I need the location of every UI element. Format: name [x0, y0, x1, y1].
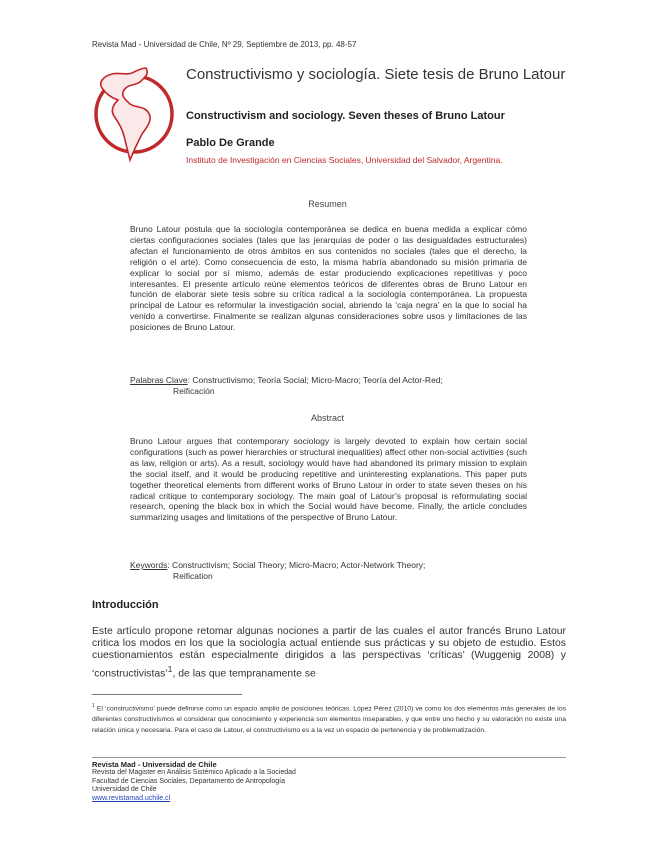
- footnote: [92, 701, 566, 736]
- keywords-list: : Constructivismo; Teoría Social; Micro-Macro; Teoría del Actor-Red;: [187, 375, 443, 385]
- footer-line: Facultad de Ciencias Sociales, Departamento de Antropología: [92, 777, 286, 785]
- footer-line: Revista del Magister en Análisis Sistémico Aplicado a la Sociedad: [92, 769, 296, 777]
- intro-text: Este artículo propone retomar algunas nociones a partir de las cuales el autor francés Bruno Latour critica los modos en los que la sociología actual entiende sus prácticas y su objeto de estudio. Estos cuestionamientos están especialmente dirigidos a las perspectivas ‘críticas’ (Wuggenig 2008) y ‘constructivistas’: [92, 626, 566, 680]
- article-title: Constructivismo y sociología. Siete tesis de Bruno Latour: [186, 66, 566, 83]
- journal-url-link[interactable]: www.revistamad.uchile.cl: [92, 794, 171, 802]
- keywords-label: Palabras Clave: [130, 375, 188, 385]
- resumen-text: Bruno Latour postula que la sociología contemporánea se dedica en buena medida a explicar cómo ciertas configuraciones sociales (tales que las jerarquías de poder o las desigualdades estructurales) afectan el funcionamiento de otros ámbitos en sus contenidos no sociales (tales que el derecho, la religión o el arte). Como consecuencia de esto, la misma habría abandonado su misión primaria de explicar lo social por sí mismo, además de estar produciendo explicaciones repetitivas y poco interesantes. El presente artículo reúne elementos teóricos de diferentes obras de Bruno Latour en función de elaborar siete tesis sobre su crítica radical a la sociología contemporánea. La propuesta principal de Latour es reformular la investigación social, abriendo la ‘caja negra’ en la que lo social ha venido a convertirse. Finalmente se realizan algunas consideraciones sobre usos y limitaciones de las posiciones de Bruno Latour.: [130, 224, 527, 333]
- footer-separator: [92, 757, 566, 758]
- footer-line: Universidad de Chile: [92, 786, 157, 794]
- abstract-keywords: [130, 560, 527, 582]
- americas-map-icon: [84, 64, 184, 164]
- abstract-heading: Abstract: [310, 413, 344, 423]
- footnote-ref[interactable]: 1: [167, 663, 173, 674]
- intro-text-cont: , de las que tempranamente se: [172, 668, 316, 680]
- footnote-number: 1: [92, 703, 95, 709]
- keywords-label: Keywords: [130, 560, 168, 570]
- keywords-list: : Constructivism; Social Theory; Micro-Macro; Actor-Network Theory;: [167, 560, 426, 570]
- resumen-heading: Resumen: [308, 199, 347, 209]
- abstract-text: Bruno Latour argues that contemporary sociology is largely devoted to explain how certain social configurations (such as power hierarchies or structural inequalities) affect other non-social activities (such as law, religion or arts). As a result, sociology would have had abandoned its primary mission to explain the social itself, and it would be producing repetitive and uninteresting explanations. This paper puts together theoretical elements from different works of Bruno Latour in order to state seven theses on his radical critique to contemporary sociology. The main goal of Latour’s proposal is reformulating social research, opening the black box in which the Social would have become. Finally, the article concludes summarizing usages and limitations of the perspective of Bruno Latour.: [130, 436, 527, 523]
- intro-paragraph: [92, 626, 566, 680]
- intro-heading: Introducción: [92, 599, 159, 611]
- keywords-list-cont: Reification: [173, 571, 213, 581]
- journal-reference: Revista Mad - Universidad de Chile, Nº 29, Septiembre de 2013, pp. 48-57: [92, 40, 357, 49]
- footnote-text: El ‘constructivismo’ puede definirse como un espacio amplio de posiciones teóricas. López Pérez (2010) ve como los dos elementos más generales de los diferentes constructivismos el considerar que conocimiento y experiencia son elementos inseparables, y que entre uno hecho y su valoración no existe una relación única y necesaria. Para el caso de Latour, el constructivismo es a la vez un espacio de pertenencia y de problematización.: [92, 705, 566, 735]
- footnote-separator: [92, 694, 242, 695]
- keywords-list-cont: Reificación: [173, 386, 215, 396]
- article-title-english: Constructivism and sociology. Seven theses of Bruno Latour: [186, 110, 505, 122]
- page-footer: [92, 761, 296, 803]
- author-affiliation: Instituto de Investigación en Ciencias Sociales, Universidad del Salvador, Argentina.: [186, 155, 503, 165]
- resumen-keywords: [130, 375, 527, 397]
- footer-journal: Revista Mad - Universidad de Chile: [92, 760, 217, 769]
- author-name: Pablo De Grande: [186, 137, 275, 149]
